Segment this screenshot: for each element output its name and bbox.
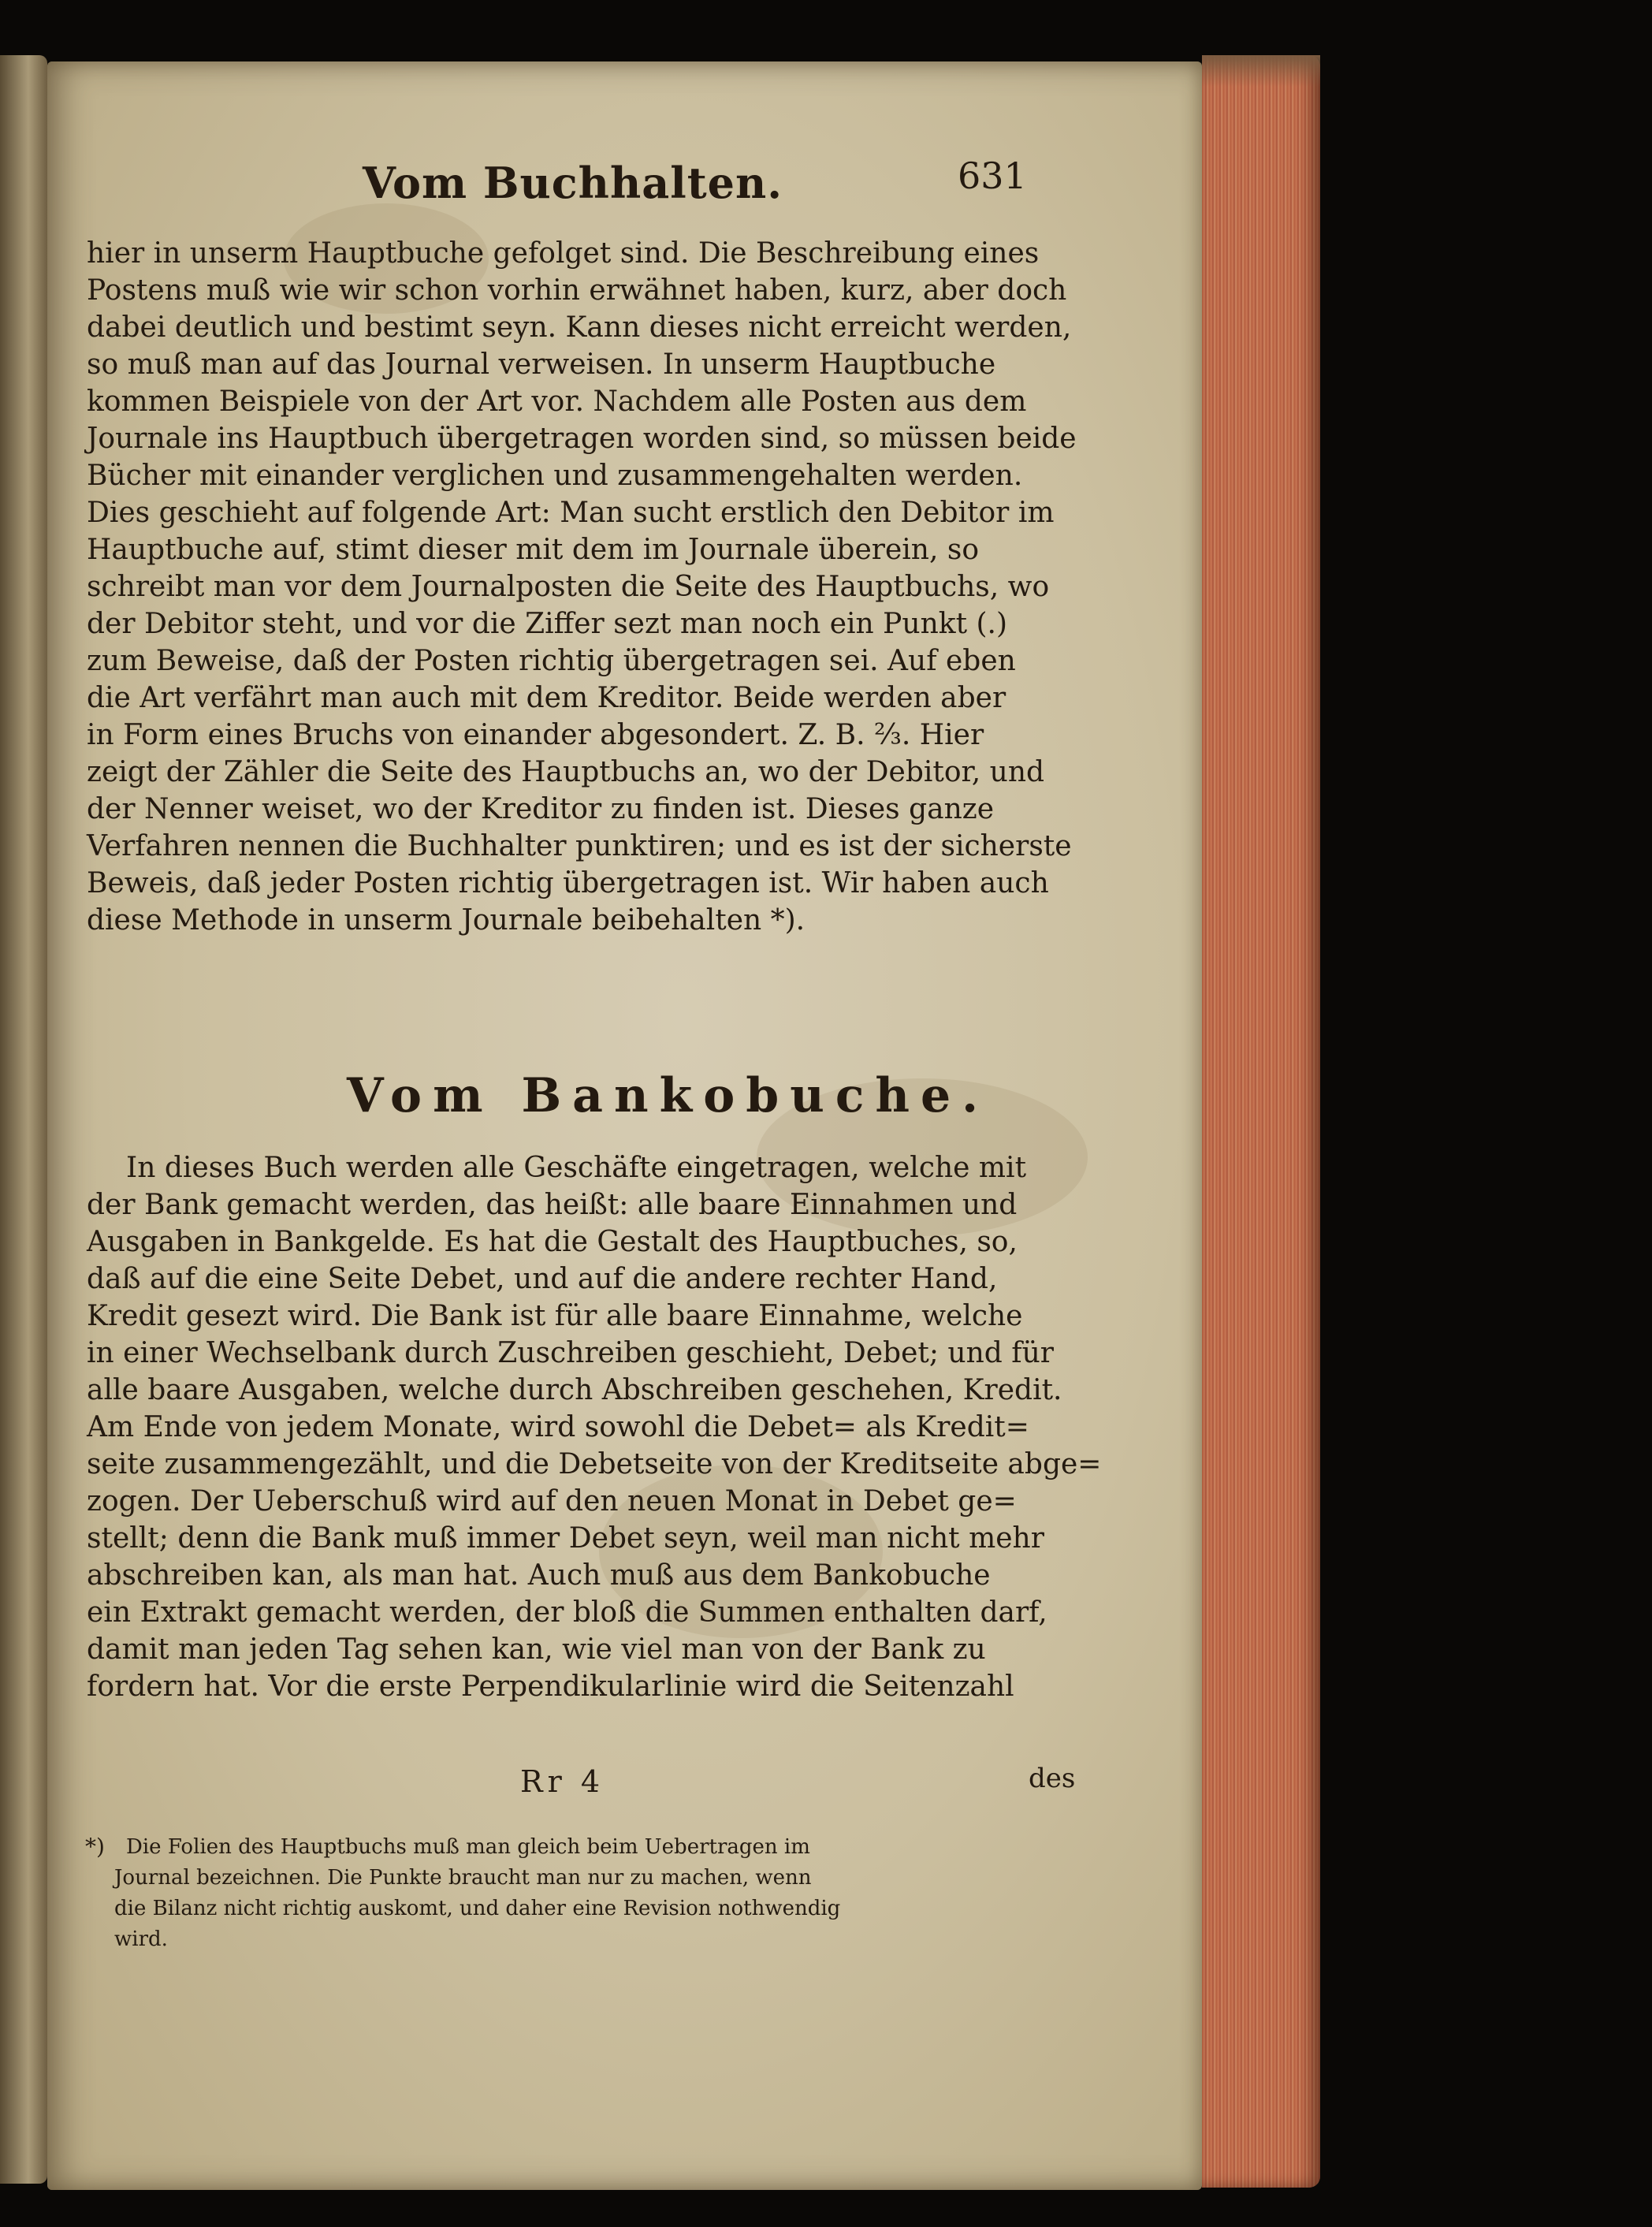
text-line: Postens muß wie wir schon vorhin erwähnet haben, kurz, aber doch — [87, 274, 1067, 307]
section-heading: Vom Bankobuche. — [347, 1068, 990, 1123]
text-line: Am Ende von jedem Monate, wird sowohl die Debet= als Kredit= — [87, 1411, 1029, 1443]
text-line: Journale ins Hauptbuch übergetragen worden sind, so müssen beide — [87, 423, 1077, 455]
signature-mark: Rr 4 — [520, 1764, 605, 1799]
page-edges-red — [1202, 55, 1320, 2188]
text-line: Beweis, daß jeder Posten richtig übergetragen ist. Wir haben auch — [87, 867, 1049, 899]
text-line: fordern hat. Vor die erste Perpendikularlinie wird die Seitenzahl — [87, 1670, 1014, 1703]
text-line: ein Extrakt gemacht werden, der bloß die Summen enthalten darf, — [87, 1596, 1047, 1629]
text-line: seite zusammengezählt, und die Debetseite von der Kreditseite abge= — [87, 1448, 1102, 1480]
text-line: der Nenner weiset, wo der Kreditor zu finden ist. Dieses ganze — [87, 793, 995, 825]
text-line: dabei deutlich und bestimt seyn. Kann dieses nicht erreicht werden, — [87, 311, 1072, 344]
footnote-line: die Bilanz nicht richtig auskomt, und daher eine Revision nothwendig — [114, 1897, 841, 1920]
page-edges-shadow — [1202, 55, 1320, 87]
text-line: zum Beweise, daß der Posten richtig übergetragen sei. Auf eben — [87, 645, 1016, 677]
text-line: zogen. Der Ueberschuß wird auf den neuen Monat in Debet ge= — [87, 1485, 1017, 1518]
footnote-marker: *) — [85, 1834, 105, 1860]
text-line: daß auf die eine Seite Debet, und auf die andere rechter Hand, — [87, 1263, 998, 1295]
page-number: 631 — [958, 155, 1027, 197]
text-line: hier in unserm Hauptbuche gefolget sind. Die Beschreibung eines — [87, 237, 1040, 270]
text-line: die Art verfährt man auch mit dem Kreditor. Beide werden aber — [87, 682, 1006, 714]
text-line: in einer Wechselbank durch Zuschreiben geschieht, Debet; und für — [87, 1337, 1054, 1369]
left-page-edge — [0, 55, 47, 2184]
catchword: des — [1029, 1763, 1076, 1794]
text-line: schreibt man vor dem Journalposten die Seite des Hauptbuchs, wo — [87, 571, 1050, 603]
text-line: Hauptbuche auf, stimt dieser mit dem im Journale überein, so — [87, 534, 980, 566]
text-line: damit man jeden Tag sehen kan, wie viel man von der Bank zu — [87, 1633, 986, 1666]
text-line: der Bank gemacht werden, das heißt: alle baare Einnahmen und — [87, 1189, 1018, 1221]
text-line: Bücher mit einander verglichen und zusammengehalten werden. — [87, 460, 1023, 492]
footnote-line: wird. — [114, 1927, 168, 1951]
text-line: in Form eines Bruchs von einander abgesondert. Z. B. ⅔. Hier — [87, 719, 984, 751]
footnote-line: Journal bezeichnen. Die Punkte braucht man nur zu machen, wenn — [114, 1866, 812, 1890]
text-line: der Debitor steht, und vor die Ziffer sezt man noch ein Punkt (.) — [87, 608, 1008, 640]
text-line: Verfahren nennen die Buchhalter punktiren; und es ist der sicherste — [87, 830, 1072, 862]
text-line: Dies geschieht auf folgende Art: Man sucht erstlich den Debitor im — [87, 497, 1055, 529]
text-line: alle baare Ausgaben, welche durch Abschreiben geschehen, Kredit. — [87, 1374, 1062, 1406]
text-line: so muß man auf das Journal verweisen. In unserm Hauptbuche — [87, 348, 996, 381]
text-line: In dieses Buch werden alle Geschäfte eingetragen, welche mit — [126, 1152, 1027, 1184]
text-line: kommen Beispiele von der Art vor. Nachdem alle Posten aus dem — [87, 385, 1027, 418]
text-line: stellt; denn die Bank muß immer Debet seyn, weil man nicht mehr — [87, 1522, 1044, 1555]
footnote-line: Die Folien des Hauptbuchs muß man gleich beim Uebertragen im — [126, 1835, 810, 1859]
text-line: Ausgaben in Bankgelde. Es hat die Gestalt des Hauptbuches, so, — [87, 1226, 1018, 1258]
text-line: diese Methode in unserm Journale beibehalten *). — [87, 904, 806, 937]
text-line: Kredit gesezt wird. Die Bank ist für alle baare Einnahme, welche — [87, 1300, 1023, 1332]
text-line: zeigt der Zähler die Seite des Hauptbuchs an, wo der Debitor, und — [87, 756, 1045, 788]
running-head: Vom Buchhalten. — [363, 158, 783, 208]
text-line: abschreiben kan, als man hat. Auch muß aus dem Bankobuche — [87, 1559, 991, 1592]
